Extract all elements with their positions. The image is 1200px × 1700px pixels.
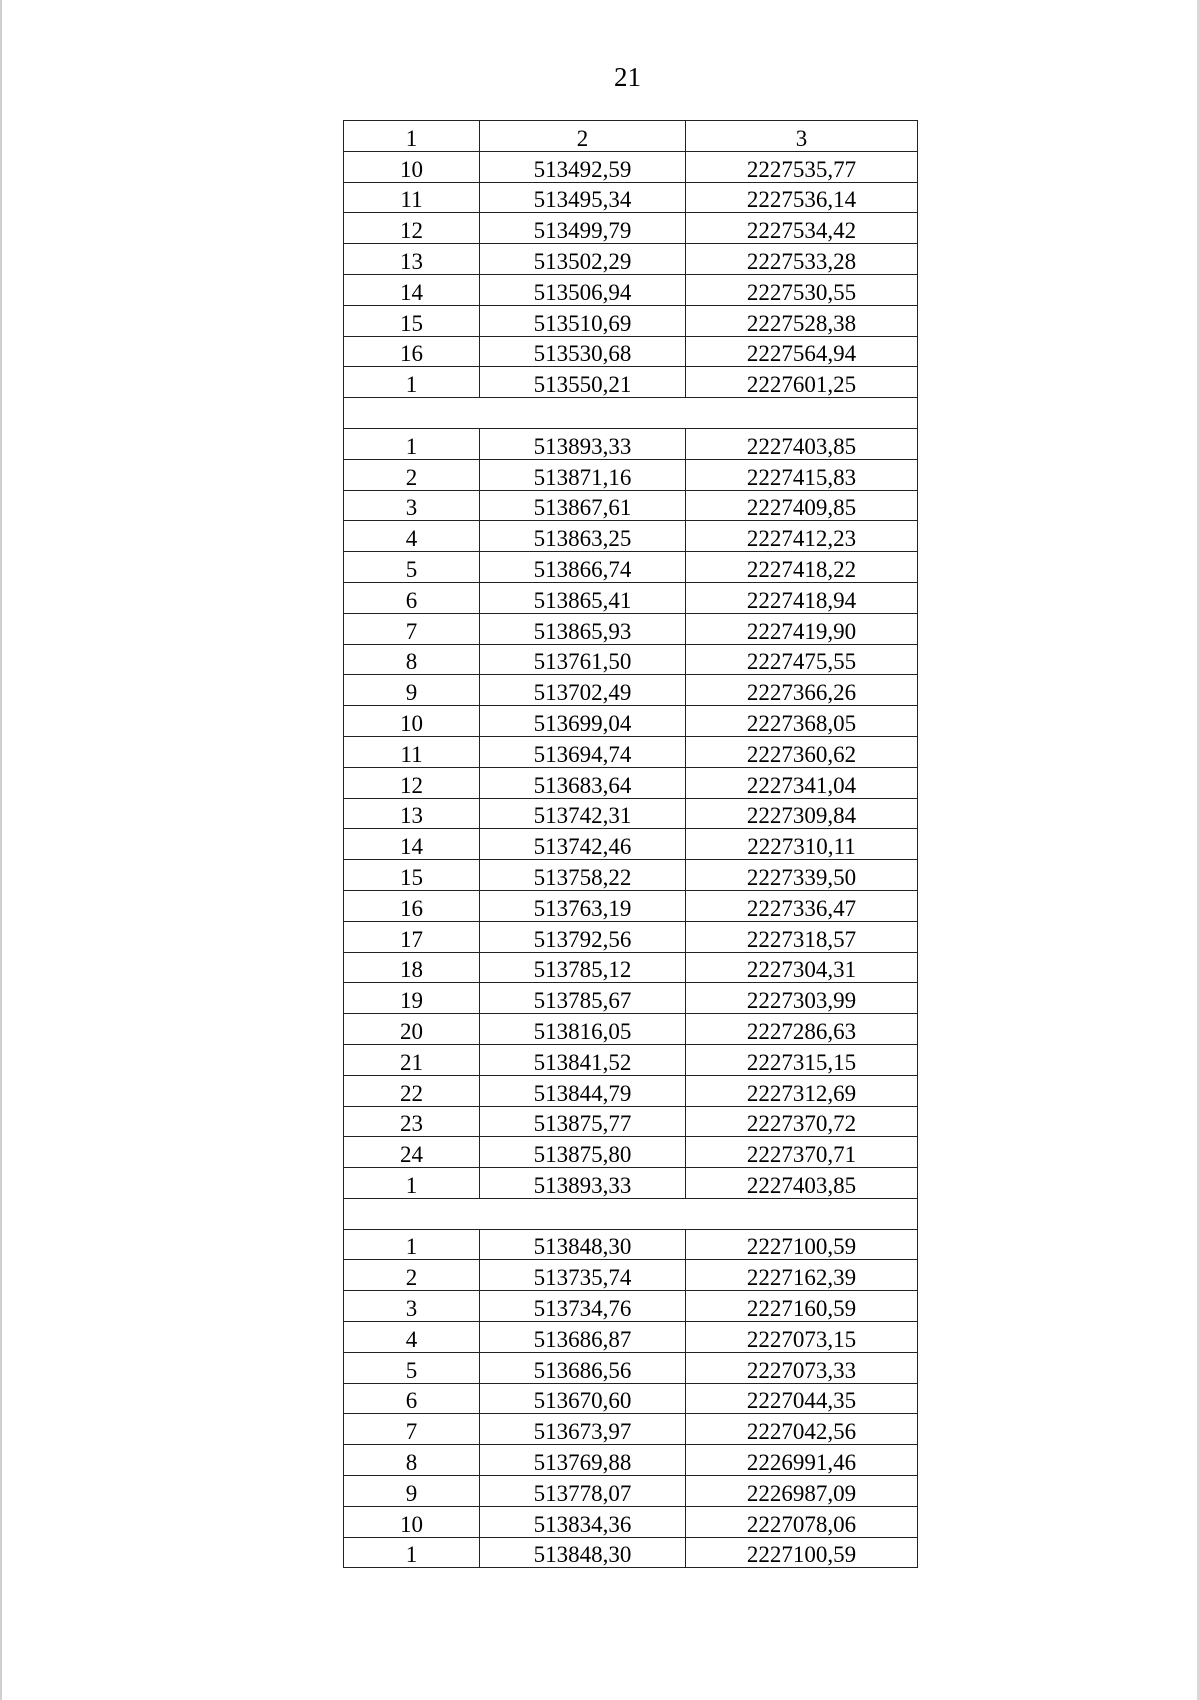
x-coordinate-cell: 513499,79 xyxy=(480,213,686,244)
point-number-cell: 12 xyxy=(344,767,480,798)
header-cell-point: 1 xyxy=(344,121,480,152)
coordinates-table xyxy=(343,120,918,1568)
table-row xyxy=(344,182,918,213)
y-coordinate-cell: 2227403,85 xyxy=(686,428,918,459)
point-number-cell: 21 xyxy=(344,1044,480,1075)
point-number-cell: 13 xyxy=(344,798,480,829)
table-row xyxy=(344,151,918,182)
point-number-cell: 10 xyxy=(344,151,480,182)
table-row xyxy=(344,1383,918,1414)
point-number-cell: 3 xyxy=(344,1291,480,1322)
y-coordinate-cell: 2227304,31 xyxy=(686,952,918,983)
x-coordinate-cell: 513735,74 xyxy=(480,1260,686,1291)
table-row xyxy=(344,274,918,305)
y-coordinate-cell: 2227360,62 xyxy=(686,736,918,767)
table-row xyxy=(344,1506,918,1537)
x-coordinate-cell: 513495,34 xyxy=(480,182,686,213)
x-coordinate-cell: 513893,33 xyxy=(480,428,686,459)
y-coordinate-cell: 2227303,99 xyxy=(686,983,918,1014)
point-number-cell: 20 xyxy=(344,1014,480,1045)
y-coordinate-cell: 2227073,15 xyxy=(686,1322,918,1353)
point-number-cell: 22 xyxy=(344,1075,480,1106)
table-row xyxy=(344,675,918,706)
table-row xyxy=(344,1414,918,1445)
table-body xyxy=(344,151,918,1568)
table-row xyxy=(344,613,918,644)
x-coordinate-cell: 513841,52 xyxy=(480,1044,686,1075)
x-coordinate-cell: 513875,80 xyxy=(480,1137,686,1168)
page-edge-left xyxy=(0,0,2,1700)
x-coordinate-cell: 513863,25 xyxy=(480,521,686,552)
point-number-cell: 7 xyxy=(344,613,480,644)
point-number-cell: 5 xyxy=(344,552,480,583)
point-number-cell: 1 xyxy=(344,428,480,459)
x-coordinate-cell: 513785,67 xyxy=(480,983,686,1014)
point-number-cell: 6 xyxy=(344,1383,480,1414)
x-coordinate-cell: 513758,22 xyxy=(480,860,686,891)
table-row xyxy=(344,1291,918,1322)
x-coordinate-cell: 513670,60 xyxy=(480,1383,686,1414)
point-number-cell: 3 xyxy=(344,490,480,521)
table-row xyxy=(344,644,918,675)
table-row xyxy=(344,1137,918,1168)
table-row xyxy=(344,490,918,521)
table-row xyxy=(344,1352,918,1383)
y-coordinate-cell: 2227286,63 xyxy=(686,1014,918,1045)
x-coordinate-cell: 513673,97 xyxy=(480,1414,686,1445)
y-coordinate-cell: 2227412,23 xyxy=(686,521,918,552)
header-cell-y: 3 xyxy=(686,121,918,152)
table-row xyxy=(344,1445,918,1476)
y-coordinate-cell: 2227528,38 xyxy=(686,305,918,336)
table-row xyxy=(344,706,918,737)
table-row xyxy=(344,521,918,552)
x-coordinate-cell: 513785,12 xyxy=(480,952,686,983)
y-coordinate-cell: 2227341,04 xyxy=(686,767,918,798)
point-number-cell: 1 xyxy=(344,1537,480,1568)
page-number: 21 xyxy=(614,62,641,92)
table-row xyxy=(344,582,918,613)
point-number-cell: 4 xyxy=(344,521,480,552)
x-coordinate-cell: 513683,64 xyxy=(480,767,686,798)
x-coordinate-cell: 513871,16 xyxy=(480,459,686,490)
y-coordinate-cell: 2227535,77 xyxy=(686,151,918,182)
table-row xyxy=(344,305,918,336)
y-coordinate-cell: 2227100,59 xyxy=(686,1537,918,1568)
y-coordinate-cell: 2227403,85 xyxy=(686,1168,918,1199)
x-coordinate-cell: 513865,41 xyxy=(480,582,686,613)
point-number-cell: 12 xyxy=(344,213,480,244)
y-coordinate-cell: 2227160,59 xyxy=(686,1291,918,1322)
table-row xyxy=(344,1044,918,1075)
point-number-cell: 1 xyxy=(344,1168,480,1199)
point-number-cell: 1 xyxy=(344,367,480,398)
y-coordinate-cell: 2227312,69 xyxy=(686,1075,918,1106)
point-number-cell: 9 xyxy=(344,675,480,706)
x-coordinate-cell: 513699,04 xyxy=(480,706,686,737)
table-row xyxy=(344,921,918,952)
point-number-cell: 8 xyxy=(344,644,480,675)
y-coordinate-cell: 2227310,11 xyxy=(686,829,918,860)
y-coordinate-cell: 2227564,94 xyxy=(686,336,918,367)
y-coordinate-cell: 2226987,09 xyxy=(686,1476,918,1507)
x-coordinate-cell: 513702,49 xyxy=(480,675,686,706)
point-number-cell: 15 xyxy=(344,860,480,891)
point-number-cell: 13 xyxy=(344,244,480,275)
x-coordinate-cell: 513865,93 xyxy=(480,613,686,644)
table-header-row xyxy=(344,121,918,152)
point-number-cell: 16 xyxy=(344,890,480,921)
y-coordinate-cell: 2227318,57 xyxy=(686,921,918,952)
table-row xyxy=(344,860,918,891)
x-coordinate-cell: 513761,50 xyxy=(480,644,686,675)
y-coordinate-cell: 2227100,59 xyxy=(686,1229,918,1260)
y-coordinate-cell: 2227601,25 xyxy=(686,367,918,398)
x-coordinate-cell: 513792,56 xyxy=(480,921,686,952)
y-coordinate-cell: 2227044,35 xyxy=(686,1383,918,1414)
table-row xyxy=(344,1014,918,1045)
x-coordinate-cell: 513686,87 xyxy=(480,1322,686,1353)
x-coordinate-cell: 513848,30 xyxy=(480,1229,686,1260)
y-coordinate-cell: 2227419,90 xyxy=(686,613,918,644)
x-coordinate-cell: 513506,94 xyxy=(480,274,686,305)
point-number-cell: 9 xyxy=(344,1476,480,1507)
point-number-cell: 15 xyxy=(344,305,480,336)
table-row xyxy=(344,428,918,459)
table-row xyxy=(344,367,918,398)
table-row xyxy=(344,983,918,1014)
point-number-cell: 11 xyxy=(344,736,480,767)
y-coordinate-cell: 2227533,28 xyxy=(686,244,918,275)
x-coordinate-cell: 513875,77 xyxy=(480,1106,686,1137)
table-row xyxy=(344,552,918,583)
separator-cell xyxy=(344,1198,918,1229)
header-cell-x: 2 xyxy=(480,121,686,152)
x-coordinate-cell: 513848,30 xyxy=(480,1537,686,1568)
point-number-cell: 23 xyxy=(344,1106,480,1137)
y-coordinate-cell: 2227409,85 xyxy=(686,490,918,521)
point-number-cell: 16 xyxy=(344,336,480,367)
table-separator-row xyxy=(344,398,918,429)
point-number-cell: 7 xyxy=(344,1414,480,1445)
point-number-cell: 4 xyxy=(344,1322,480,1353)
point-number-cell: 14 xyxy=(344,274,480,305)
table-row xyxy=(344,952,918,983)
point-number-cell: 10 xyxy=(344,1506,480,1537)
table-row xyxy=(344,336,918,367)
y-coordinate-cell: 2227073,33 xyxy=(686,1352,918,1383)
table-row xyxy=(344,1106,918,1137)
y-coordinate-cell: 2227536,14 xyxy=(686,182,918,213)
x-coordinate-cell: 513844,79 xyxy=(480,1075,686,1106)
x-coordinate-cell: 513816,05 xyxy=(480,1014,686,1045)
point-number-cell: 8 xyxy=(344,1445,480,1476)
point-number-cell: 5 xyxy=(344,1352,480,1383)
y-coordinate-cell: 2227366,26 xyxy=(686,675,918,706)
point-number-cell: 2 xyxy=(344,1260,480,1291)
point-number-cell: 10 xyxy=(344,706,480,737)
y-coordinate-cell: 2227415,83 xyxy=(686,459,918,490)
x-coordinate-cell: 513502,29 xyxy=(480,244,686,275)
x-coordinate-cell: 513866,74 xyxy=(480,552,686,583)
table-row xyxy=(344,1476,918,1507)
x-coordinate-cell: 513834,36 xyxy=(480,1506,686,1537)
table-row xyxy=(344,829,918,860)
y-coordinate-cell: 2227162,39 xyxy=(686,1260,918,1291)
table-row xyxy=(344,1537,918,1568)
table-row xyxy=(344,244,918,275)
point-number-cell: 19 xyxy=(344,983,480,1014)
point-number-cell: 2 xyxy=(344,459,480,490)
x-coordinate-cell: 513742,31 xyxy=(480,798,686,829)
point-number-cell: 11 xyxy=(344,182,480,213)
x-coordinate-cell: 513686,56 xyxy=(480,1352,686,1383)
point-number-cell: 18 xyxy=(344,952,480,983)
y-coordinate-cell: 2227530,55 xyxy=(686,274,918,305)
y-coordinate-cell: 2227078,06 xyxy=(686,1506,918,1537)
x-coordinate-cell: 513550,21 xyxy=(480,367,686,398)
table-row xyxy=(344,1229,918,1260)
point-number-cell: 14 xyxy=(344,829,480,860)
x-coordinate-cell: 513763,19 xyxy=(480,890,686,921)
table-row xyxy=(344,459,918,490)
separator-cell xyxy=(344,398,918,429)
table-row xyxy=(344,1260,918,1291)
y-coordinate-cell: 2227370,71 xyxy=(686,1137,918,1168)
table-row xyxy=(344,1168,918,1199)
point-number-cell: 24 xyxy=(344,1137,480,1168)
y-coordinate-cell: 2227534,42 xyxy=(686,213,918,244)
y-coordinate-cell: 2227368,05 xyxy=(686,706,918,737)
x-coordinate-cell: 513867,61 xyxy=(480,490,686,521)
table-row xyxy=(344,213,918,244)
table-row xyxy=(344,1322,918,1353)
point-number-cell: 17 xyxy=(344,921,480,952)
table-row xyxy=(344,1075,918,1106)
y-coordinate-cell: 2227336,47 xyxy=(686,890,918,921)
y-coordinate-cell: 2227475,55 xyxy=(686,644,918,675)
y-coordinate-cell: 2227418,22 xyxy=(686,552,918,583)
point-number-cell: 1 xyxy=(344,1229,480,1260)
x-coordinate-cell: 513694,74 xyxy=(480,736,686,767)
y-coordinate-cell: 2227042,56 xyxy=(686,1414,918,1445)
point-number-cell: 6 xyxy=(344,582,480,613)
x-coordinate-cell: 513510,69 xyxy=(480,305,686,336)
table-row xyxy=(344,890,918,921)
x-coordinate-cell: 513769,88 xyxy=(480,1445,686,1476)
y-coordinate-cell: 2227339,50 xyxy=(686,860,918,891)
x-coordinate-cell: 513893,33 xyxy=(480,1168,686,1199)
x-coordinate-cell: 513742,46 xyxy=(480,829,686,860)
x-coordinate-cell: 513778,07 xyxy=(480,1476,686,1507)
y-coordinate-cell: 2227370,72 xyxy=(686,1106,918,1137)
x-coordinate-cell: 513530,68 xyxy=(480,336,686,367)
table-separator-row xyxy=(344,1198,918,1229)
x-coordinate-cell: 513734,76 xyxy=(480,1291,686,1322)
y-coordinate-cell: 2226991,46 xyxy=(686,1445,918,1476)
table-row xyxy=(344,798,918,829)
table-row xyxy=(344,736,918,767)
y-coordinate-cell: 2227315,15 xyxy=(686,1044,918,1075)
table-row xyxy=(344,767,918,798)
y-coordinate-cell: 2227309,84 xyxy=(686,798,918,829)
y-coordinate-cell: 2227418,94 xyxy=(686,582,918,613)
x-coordinate-cell: 513492,59 xyxy=(480,151,686,182)
